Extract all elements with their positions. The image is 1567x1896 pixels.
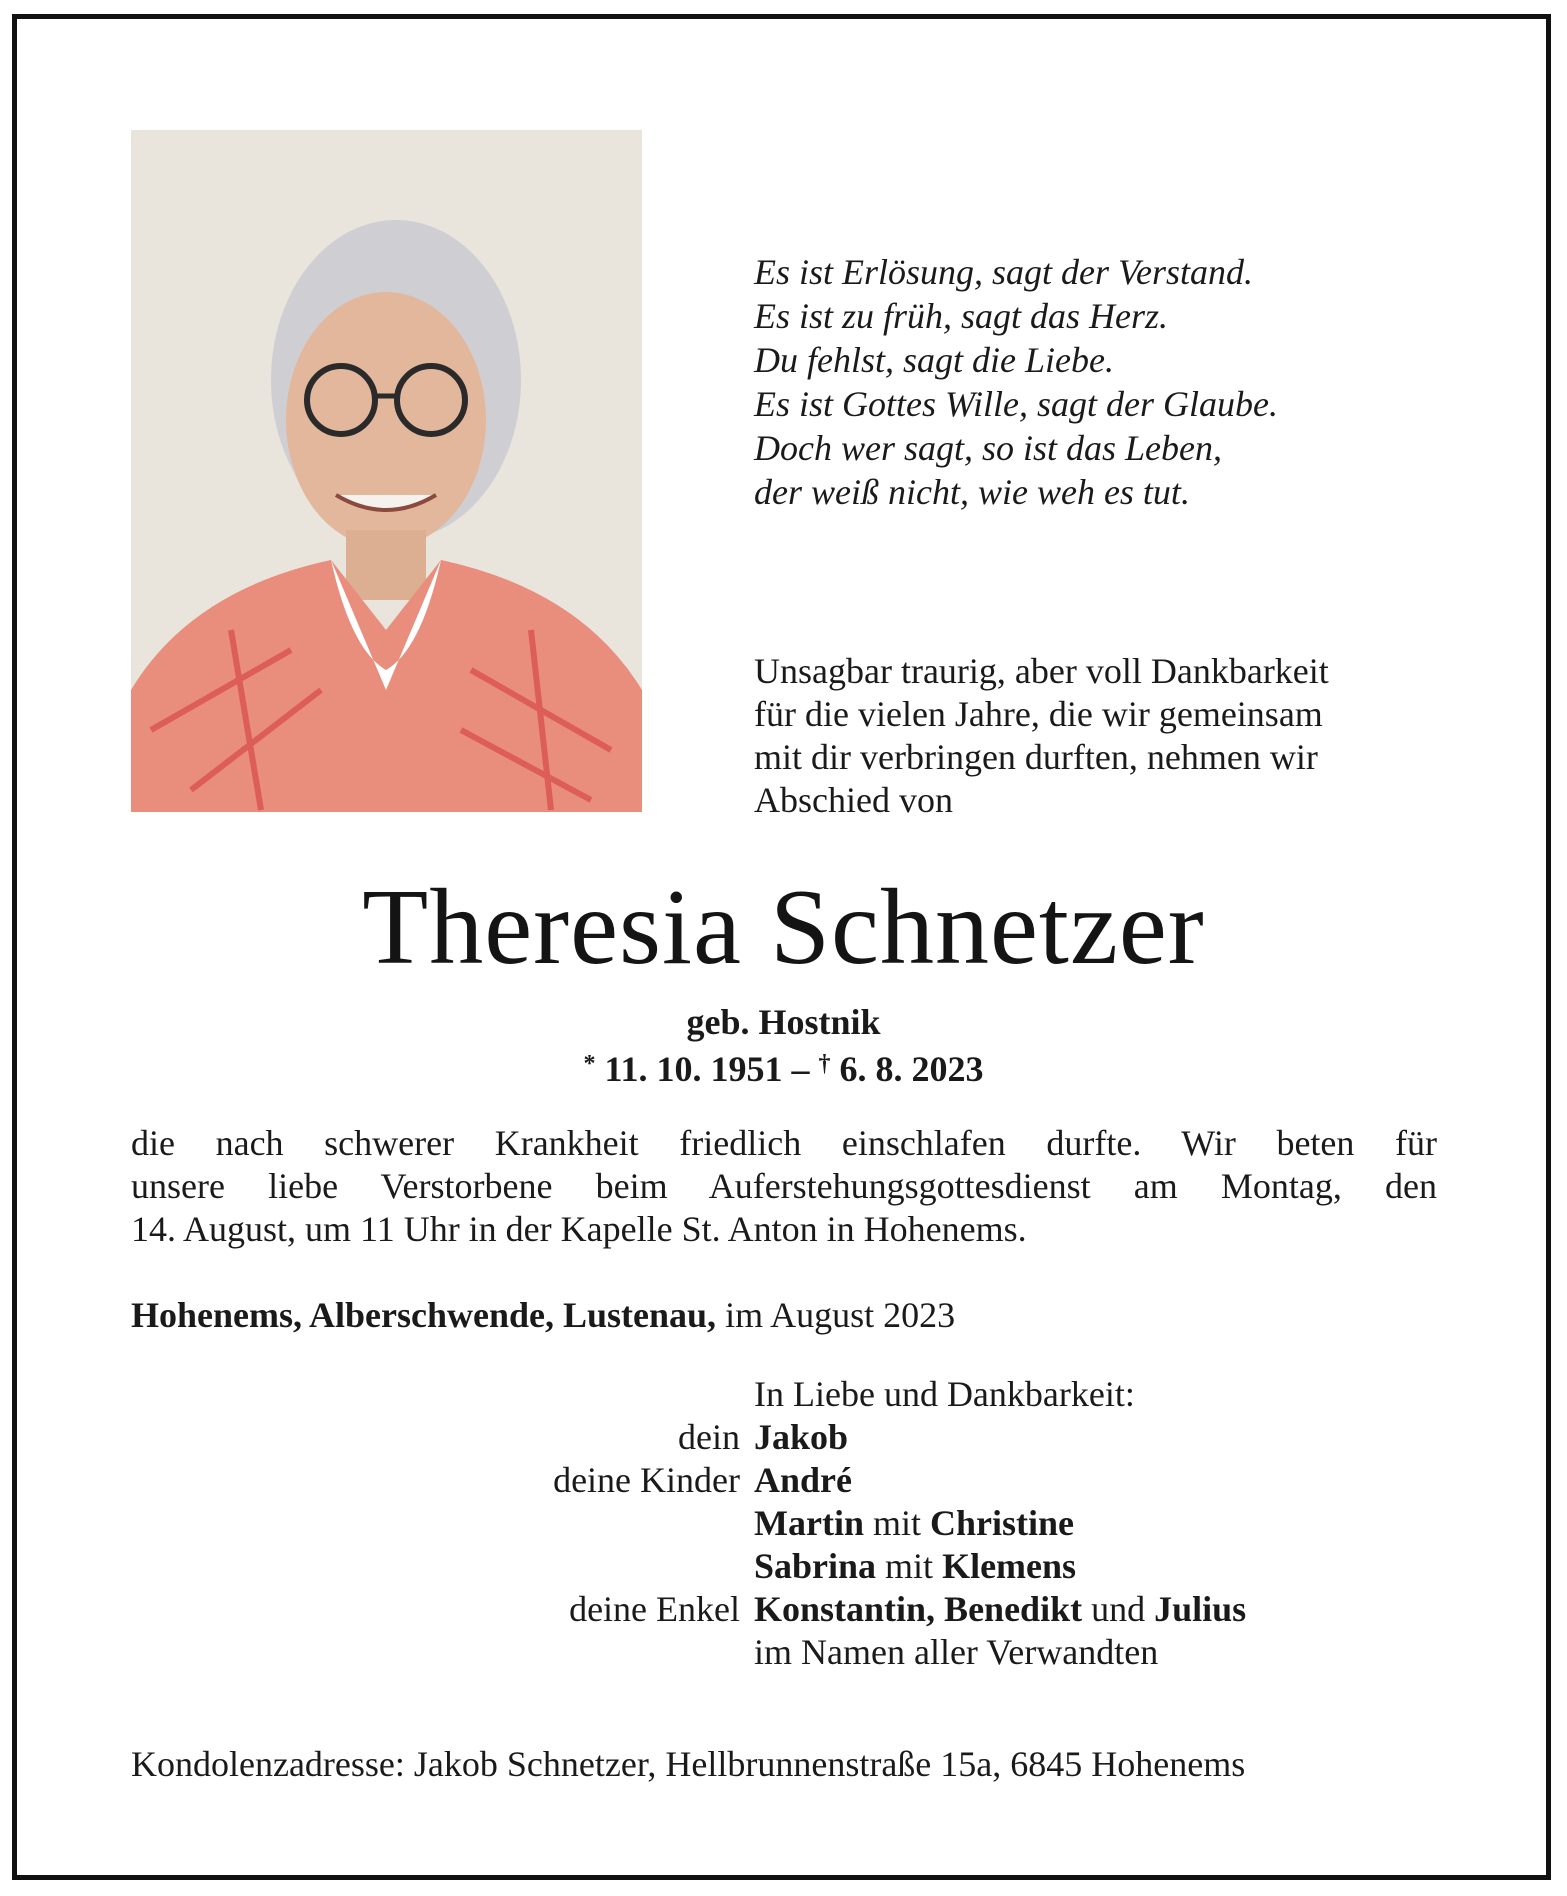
mourners-list <box>131 1373 1437 1674</box>
mourner-names <box>754 1631 1158 1674</box>
places: Hohenems, Alberschwende, Lustenau, <box>131 1295 717 1335</box>
mourner-connector: und <box>1082 1589 1155 1629</box>
portrait-illustration <box>131 130 642 812</box>
mourner-relation: dein <box>678 1417 740 1457</box>
mourner-row <box>131 1459 1437 1502</box>
mourner-names <box>754 1416 848 1459</box>
intro-line: Unsagbar traurig, aber voll Dankbarkeit <box>754 651 1329 691</box>
mourner-row <box>131 1588 1437 1631</box>
body-line: unsere liebe Verstorbene beim Auferstehungsgottesdienst am Montag, den <box>131 1166 1437 1206</box>
poem-line: der weiß nicht, wie weh es tut. <box>754 472 1190 512</box>
mourner-name: André <box>754 1460 852 1500</box>
mourner-relation: deine Kinder <box>553 1460 740 1500</box>
birth-date: 11. 10. 1951 <box>604 1049 783 1089</box>
poem-line: Du fehlst, sagt die Liebe. <box>754 340 1114 380</box>
body-line: 14. August, um 11 Uhr in der Kapelle St. Anton in Hohenems. <box>131 1209 1027 1249</box>
mourner-name: Julius <box>1154 1589 1247 1629</box>
mourner-rows <box>131 1416 1437 1674</box>
date-dash: – <box>791 1049 810 1089</box>
birth-symbol: * <box>583 1051 596 1077</box>
place-date <box>131 1293 1437 1337</box>
portrait-photo <box>131 130 642 812</box>
mourner-connector: im Namen aller Verwandten <box>754 1632 1159 1672</box>
poem-line: Es ist zu früh, sagt das Herz. <box>754 296 1169 336</box>
date-text: im August 2023 <box>725 1295 956 1335</box>
intro-line: für die vielen Jahre, die wir gemeinsam <box>754 694 1323 734</box>
condolence-address: Kondolenzadresse: Jakob Schnetzer, Hellbrunnenstraße 15a, 6845 Hohenems <box>131 1744 1246 1784</box>
mourners-heading-row <box>131 1373 1437 1416</box>
mourner-name: Sabrina <box>754 1546 877 1586</box>
mourner-name: Jakob <box>754 1417 849 1457</box>
deceased-name: Theresia Schnetzer <box>362 868 1205 987</box>
mourner-names <box>754 1588 1246 1631</box>
mourner-connector: mit <box>863 1503 930 1543</box>
mourner-row <box>131 1631 1437 1674</box>
mourner-name: Konstantin, Benedikt <box>754 1589 1083 1629</box>
intro-line: Abschied von <box>754 780 953 820</box>
mourner-relation: deine Enkel <box>569 1589 740 1629</box>
announcement-body <box>131 1122 1437 1251</box>
mourner-name: Christine <box>929 1503 1074 1543</box>
body-line: die nach schwerer Krankheit friedlich einschlafen durfte. Wir beten für <box>131 1123 1437 1163</box>
death-symbol: † <box>818 1051 831 1077</box>
poem-line: Doch wer sagt, so ist das Leben, <box>754 428 1222 468</box>
mourner-row <box>131 1545 1437 1588</box>
mourner-row <box>131 1502 1437 1545</box>
death-date: 6. 8. 2023 <box>839 1049 984 1089</box>
life-dates <box>0 1042 1567 1091</box>
intro-text <box>754 650 1454 822</box>
mourner-row <box>131 1416 1437 1459</box>
mourner-names <box>754 1545 1076 1588</box>
poem-line: Es ist Erlösung, sagt der Verstand. <box>754 252 1254 292</box>
poem <box>754 250 1454 514</box>
intro-line: mit dir verbringen durften, nehmen wir <box>754 737 1318 777</box>
mourner-name: Klemens <box>942 1546 1077 1586</box>
mourner-connector: mit <box>876 1546 943 1586</box>
maiden-name: geb. Hostnik <box>686 1002 881 1042</box>
mourners-heading: In Liebe und Dankbarkeit: <box>754 1374 1135 1414</box>
mourner-name: Martin <box>754 1503 864 1543</box>
poem-line: Es ist Gottes Wille, sagt der Glaube. <box>754 384 1278 424</box>
mourner-names <box>754 1502 1074 1545</box>
mourner-names <box>754 1459 852 1502</box>
